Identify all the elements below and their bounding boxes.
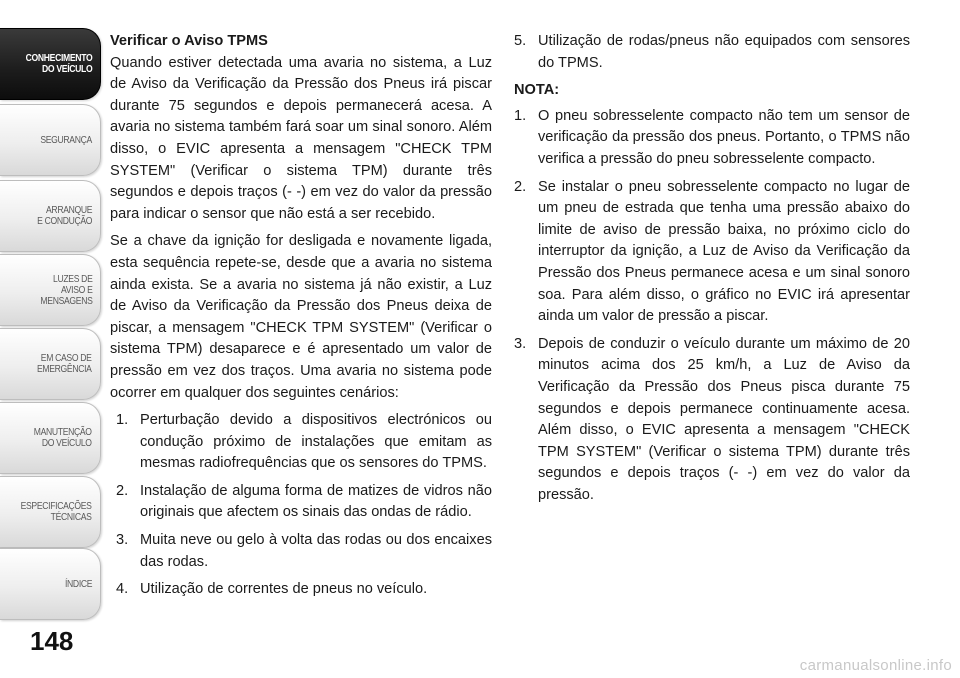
- note-list: [514, 106, 910, 507]
- list-text: Instalação de alguma forma de matizes de vidros não originais que afectem os sinais das ondas de rádio.: [140, 482, 492, 521]
- scenario-list-continued: [514, 31, 910, 74]
- note-item: [514, 106, 910, 171]
- paragraph: Quando estiver detectada uma avaria no sistema, a Luz de Aviso da Verificação da Pressão dos Pneus irá piscar durante 75 segundos e depois permanecerá acesa. A avaria no sistema também fará soar um sinal sonoro. Além disso, o EVIC apresenta a mensagem "CHECK TPM SYSTEM" (Verificar o sistema TPM) durante três segundos e depois traços (- -) em vez do valor da pressão para indicar o sensor que não está a ser recebido.: [110, 54, 492, 222]
- section-heading: Verificar o Aviso TPMS: [110, 33, 268, 49]
- list-text: Depois de conduzir o veículo durante um máximo de 20 minutos acima dos 25 km/h, a Luz de Aviso da Verificação da Pressão dos Pneus pisca durante 75 segundos e depois permanece continuamente acesa. Além disso, o EVIC apresenta a mensagem "CHECK TPM SYSTEM" (Verificar o sistema TPM) durante três segundos e depois traços (- -) em vez do valor da pressão.: [538, 335, 910, 503]
- tab-label: EM CASO DE EMERGÊNCIA: [37, 352, 92, 375]
- list-item: [514, 31, 910, 74]
- list-text: Perturbação devido a dispositivos electrónicos ou condução próximo de instalações que emitam as mesmas radiofrequências que os sensores do TPMS.: [140, 412, 492, 472]
- note-item: [514, 177, 910, 328]
- tab-label: ARRANQUE E CONDUÇÃO: [36, 204, 92, 227]
- list-number: 2.: [116, 482, 129, 499]
- tab-label: ESPECIFICAÇÕES TÉCNICAS: [20, 500, 92, 523]
- list-number: 5.: [514, 33, 527, 49]
- paragraph: Se a chave da ignição for desligada e novamente ligada, esta sequência repete-se, desde que a avaria no sistema ainda exista. Se a avaria no sistema já não existir, a Luz de Aviso da Verificação da Pressão dos Pneus deixa de piscar, a mensagem "CHECK TPM SYSTEM" (Verificar o sistema TPM) desaparece e é apresentado um valor de pressão em vez dos traços. Uma avaria no sistema pode ocorrer em qualquer dos seguintes cenários:: [110, 233, 492, 401]
- left-column: [110, 31, 492, 607]
- list-number: 2.: [514, 178, 527, 195]
- list-number: 1.: [116, 412, 129, 429]
- note-item: [514, 334, 910, 507]
- list-text: Muita neve ou gelo à volta das rodas ou dos encaixes das rodas.: [140, 532, 492, 570]
- list-item: [116, 481, 492, 524]
- tab-arranque-e-conducao[interactable]: [0, 180, 101, 252]
- page-number: 148: [30, 626, 74, 656]
- list-text: Utilização de rodas/pneus não equipados com sensores do TPMS.: [538, 33, 910, 71]
- tab-seguranca[interactable]: [0, 104, 101, 176]
- tab-label: MANUTENÇÃO DO VEÍCULO: [34, 426, 92, 449]
- tab-label: LUZES DE AVISO E MENSAGENS: [39, 272, 92, 307]
- note-heading: NOTA:: [514, 82, 560, 99]
- list-number: 4.: [116, 581, 129, 598]
- watermark: carmanualsonline.info: [799, 657, 952, 674]
- tab-label: ÍNDICE: [64, 577, 92, 590]
- list-item: [116, 530, 492, 573]
- list-number: 3.: [116, 532, 129, 549]
- tab-especificacoes-tecnicas[interactable]: [0, 476, 101, 548]
- tab-indice[interactable]: [0, 548, 101, 620]
- list-text: Se instalar o pneu sobresselente compacto no lugar de um pneu de estrada que tenha uma pressão abaixo do limite de aviso de pressão baixa, no próximo ciclo do interruptor da ignição, a Luz de Aviso da Verificação da Pressão dos Pneus permanece acesa e um sinal sonoro soa. Para além disso, o gráfico no EVIC irá apresentar ainda um valor de pressão a piscar.: [538, 178, 910, 325]
- chapter-sidebar: [0, 0, 104, 678]
- tab-luzes-de-aviso[interactable]: [0, 254, 101, 326]
- right-column: [514, 31, 910, 512]
- tab-conhecimento-do-veiculo[interactable]: [0, 28, 101, 100]
- tab-manutencao-do-veiculo[interactable]: [0, 402, 101, 474]
- tab-label: CONHECIMENTO DO VEÍCULO: [25, 52, 92, 75]
- list-number: 1.: [514, 107, 527, 124]
- list-item: [116, 410, 492, 475]
- tab-em-caso-de-emergencia[interactable]: [0, 328, 101, 400]
- tab-label: SEGURANÇA: [40, 133, 92, 146]
- list-number: 3.: [514, 335, 527, 352]
- list-text: Utilização de correntes de pneus no veículo.: [140, 581, 428, 598]
- list-item: [116, 579, 492, 601]
- list-text: O pneu sobresselente compacto não tem um sensor de verificação da pressão dos pneus. Portanto, o TPMS não verifica a pressão do pneu sobresselente compacto.: [538, 107, 910, 167]
- scenario-list: [116, 410, 492, 601]
